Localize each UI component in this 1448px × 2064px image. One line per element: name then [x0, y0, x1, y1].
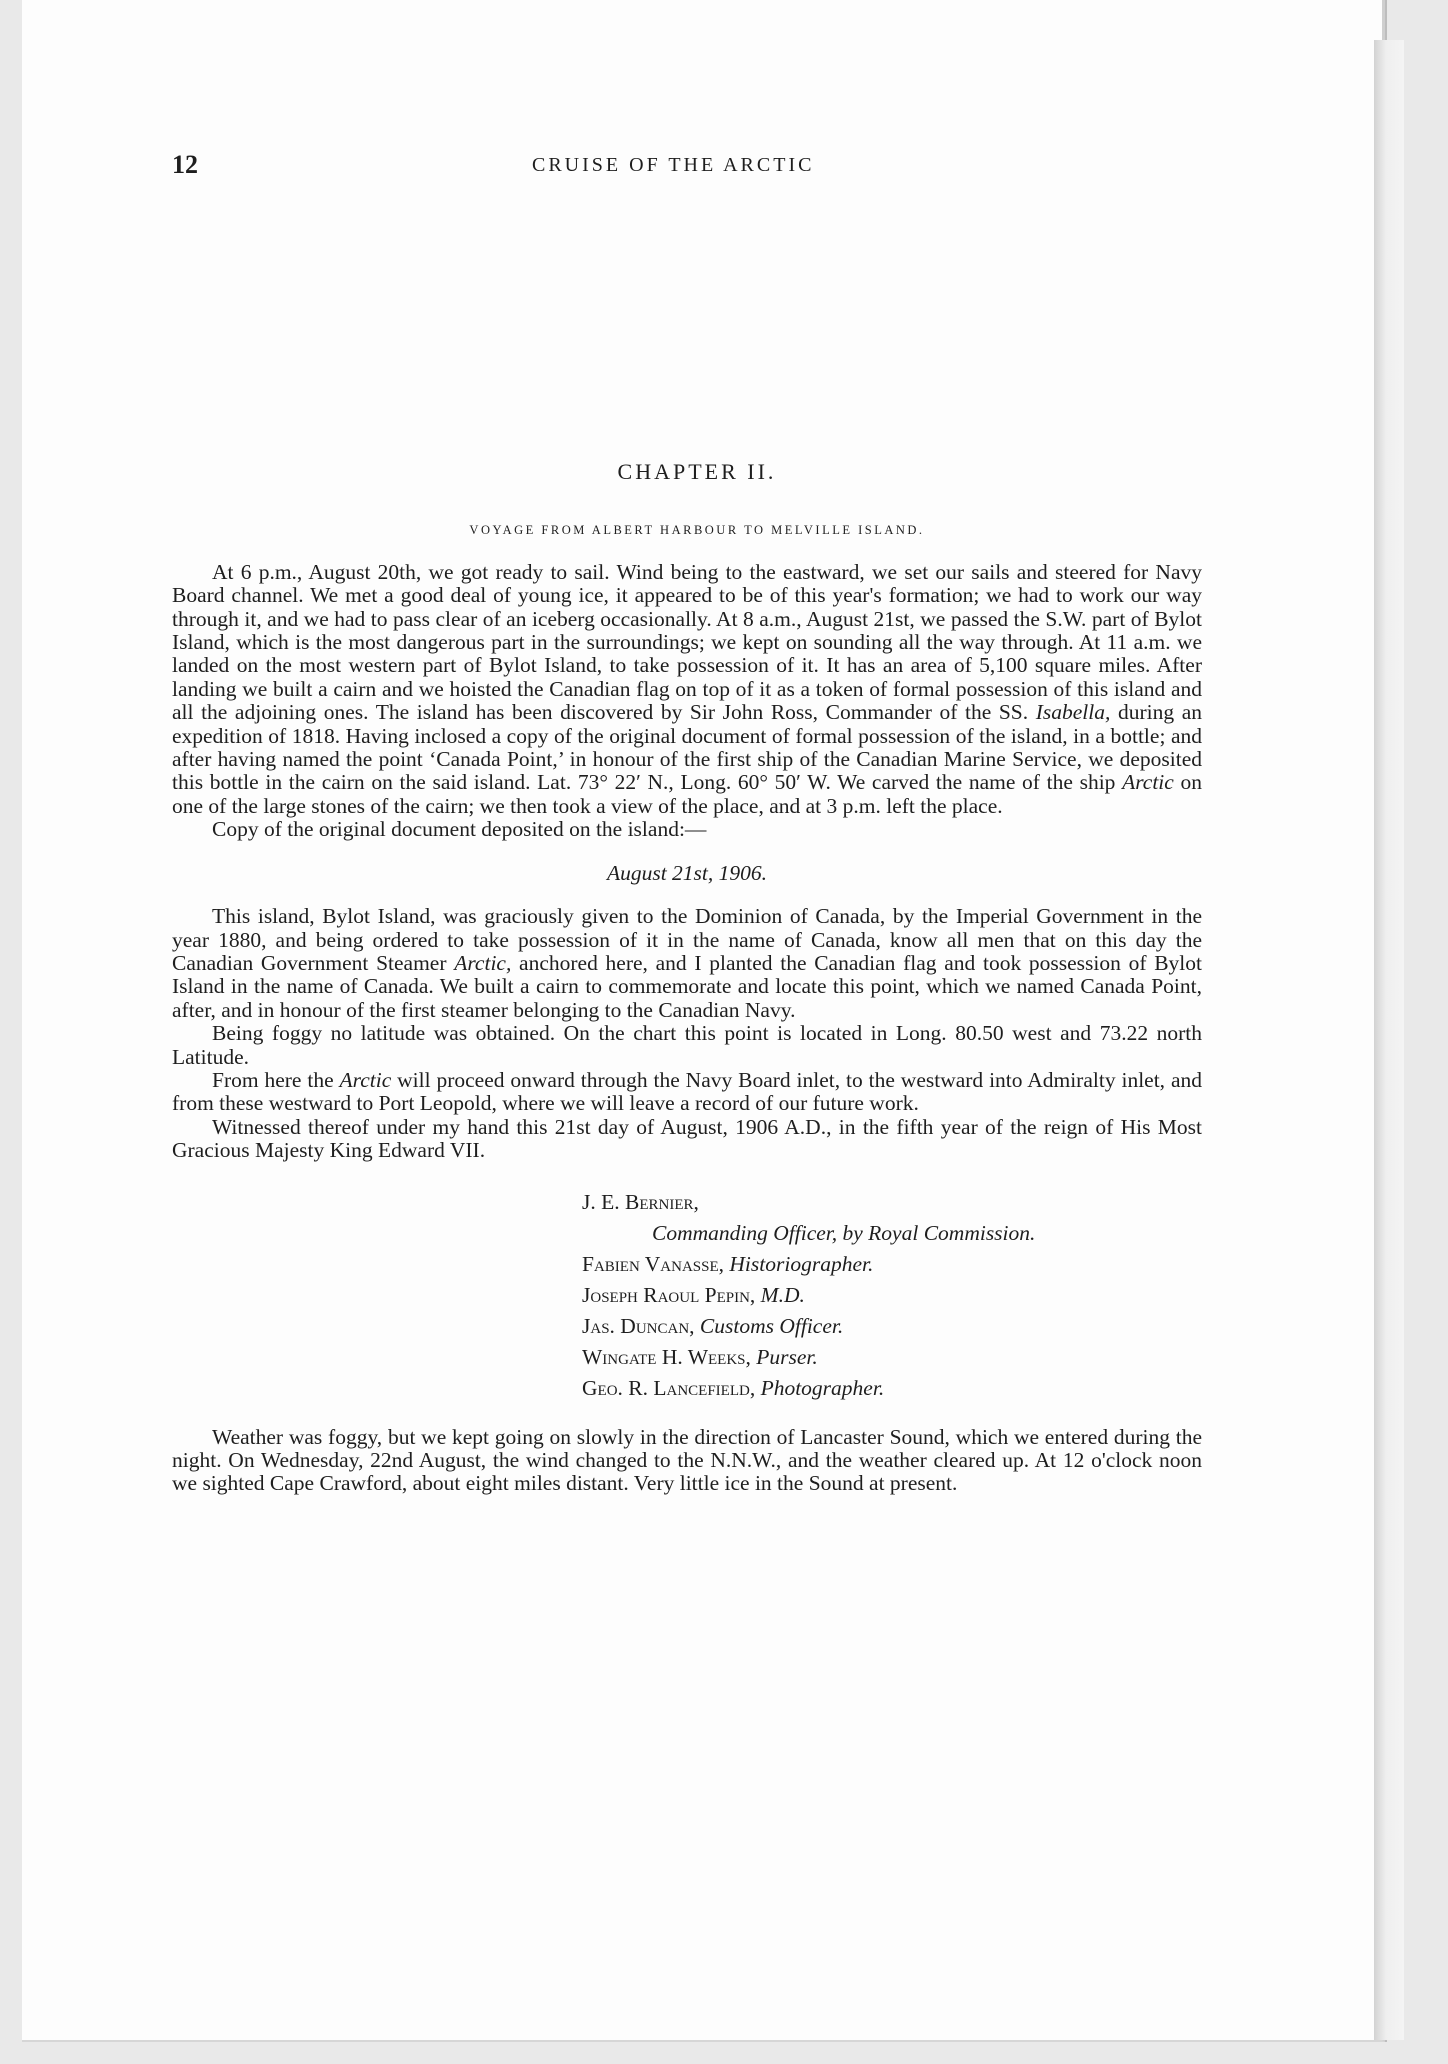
page-number: 12: [172, 150, 198, 179]
signatory-role: M.D.: [760, 1282, 805, 1307]
signatory-role: Customs Officer.: [699, 1313, 844, 1338]
signatory-name: Wingate H. Weeks,: [582, 1344, 751, 1369]
page-header: [172, 150, 1202, 190]
ship-name-arctic: Arctic,: [454, 950, 512, 975]
paragraph-text: This island, Bylot Island, was graciously given to the Dominion of Canada, by the Imperial Government in the year 1880, and being ordered to take possession of it in the name of Canada, know all men that on this day the Canadian Government Steamer: [172, 904, 1202, 975]
signatory-role: Photographer.: [760, 1375, 885, 1400]
chapter-title: CHAPTER II.: [617, 459, 777, 484]
page-edge-shadow: [1374, 40, 1404, 2040]
paragraph-text: will proceed onward through the Navy Board inlet, to the westward into Admiralty inlet, and from these westward to Port Leopold, where we will leave a record of our future work.: [172, 1067, 1202, 1116]
paragraph-document: [172, 905, 1202, 1022]
paragraph-text: anchored here, and I planted the Canadian flag and took possession of Bylot Island in the name of Canada. We built a cairn to commemorate and locate this point, which we named Canada Point, after, and in honour of the first steamer belonging to the Canadian Navy.: [172, 950, 1202, 1022]
signatory-name: Fabien Vanasse,: [582, 1251, 725, 1276]
paragraph-text: From here the: [212, 1067, 340, 1092]
signatory-name: J. E. Bernier,: [582, 1189, 699, 1214]
paragraph-text: At 6 p.m., August 20th, we got ready to sail. Wind being to the eastward, we set our sails and steered for Navy Board channel. We met a good deal of young ice, it appeared to be of this year's formation; we had to work our way through it, and we had to pass clear of an iceberg occasionally. At 8 a.m., August 21st, we passed the S.W. part of Bylot Island, which is the most dangerous part in the surroundings; we kept on sounding all the way through. At 11 a.m. we landed on the most western part of Bylot Island, to take possession of it. It has an area of 5,100 square miles. After landing we built a cairn and we hoisted the Canadian flag on top of it as a token of formal possession of this island and all the adjoining ones. The island has been discovered by Sir John Ross, Commander of the SS.: [172, 559, 1202, 725]
signatory-name: Jas. Duncan,: [582, 1313, 695, 1338]
running-title: CRUISE OF THE ARCTIC: [532, 154, 815, 176]
ship-name-isabella: Isabella,: [1035, 700, 1111, 725]
signature-block: [582, 1187, 1202, 1404]
signature-role-line: Commanding Officer, by Royal Commission.: [652, 1220, 1036, 1245]
page: [22, 0, 1385, 2042]
paragraph-latitude: Being foggy no latitude was obtained. On the chart this point is located in Long. 80.50 west and 73.22 north Latitude.: [172, 1021, 1202, 1069]
signature-bernier: [582, 1187, 1202, 1218]
paragraph-voyage: [172, 561, 1202, 818]
document-date: August 21st, 1906.: [606, 860, 768, 885]
signature-weeks: [582, 1342, 1202, 1373]
paragraph-copy-intro: Copy of the original document deposited on the island:—: [212, 817, 707, 842]
paragraph-route: [172, 1069, 1202, 1116]
page-content: [172, 460, 1202, 1496]
ship-name-arctic: Arctic: [1122, 770, 1174, 795]
signature-pepin: [582, 1280, 1202, 1311]
paragraph-lancaster-sound: Weather was foggy, but we kept going on slowly in the direction of Lancaster Sound, which we entered during the night. On Wednesday, 22nd August, the wind changed to the N.N.W., and the weather cleared up. At 12 o'clock noon we sighted Cape Crawford, about eight miles distant. Very little ice in the Sound at present.: [172, 1424, 1202, 1496]
signatory-role: Purser.: [756, 1344, 818, 1369]
signature-duncan: [582, 1311, 1202, 1342]
signatory-name: Geo. R. Lancefield,: [582, 1375, 756, 1400]
paragraph-witness: Witnessed thereof under my hand this 21st day of August, 1906 A.D., in the fifth year of the reign of His Most Gracious Majesty King Edward VII.: [172, 1114, 1202, 1163]
chapter-subtitle: VOYAGE FROM ALBERT HARBOUR TO MELVILLE ISLAND.: [469, 523, 925, 538]
ship-name-arctic: Arctic: [339, 1067, 392, 1092]
paragraph-text: during an expedition of 1818. Having inclosed a copy of the original document of formal possession of the island, in a bottle; and after having named the point ‘Canada Point,’ in honour of the first ship of the Canadian Marine Service, we deposited this bottle in the cairn on the said island. Lat. 73° 22′ N., Long. 60° 50′ W. We carved the name of the ship: [172, 700, 1202, 795]
signatory-role: Historiographer.: [729, 1251, 874, 1276]
paragraph-text: on one of the large stones of the cairn; we then took a view of the place, and at 3 p.m. left the place.: [172, 770, 1203, 818]
signatory-name: Joseph Raoul Pepin,: [582, 1282, 756, 1307]
signature-vanasse: [582, 1249, 1202, 1280]
signature-lancefield: [582, 1373, 1202, 1404]
